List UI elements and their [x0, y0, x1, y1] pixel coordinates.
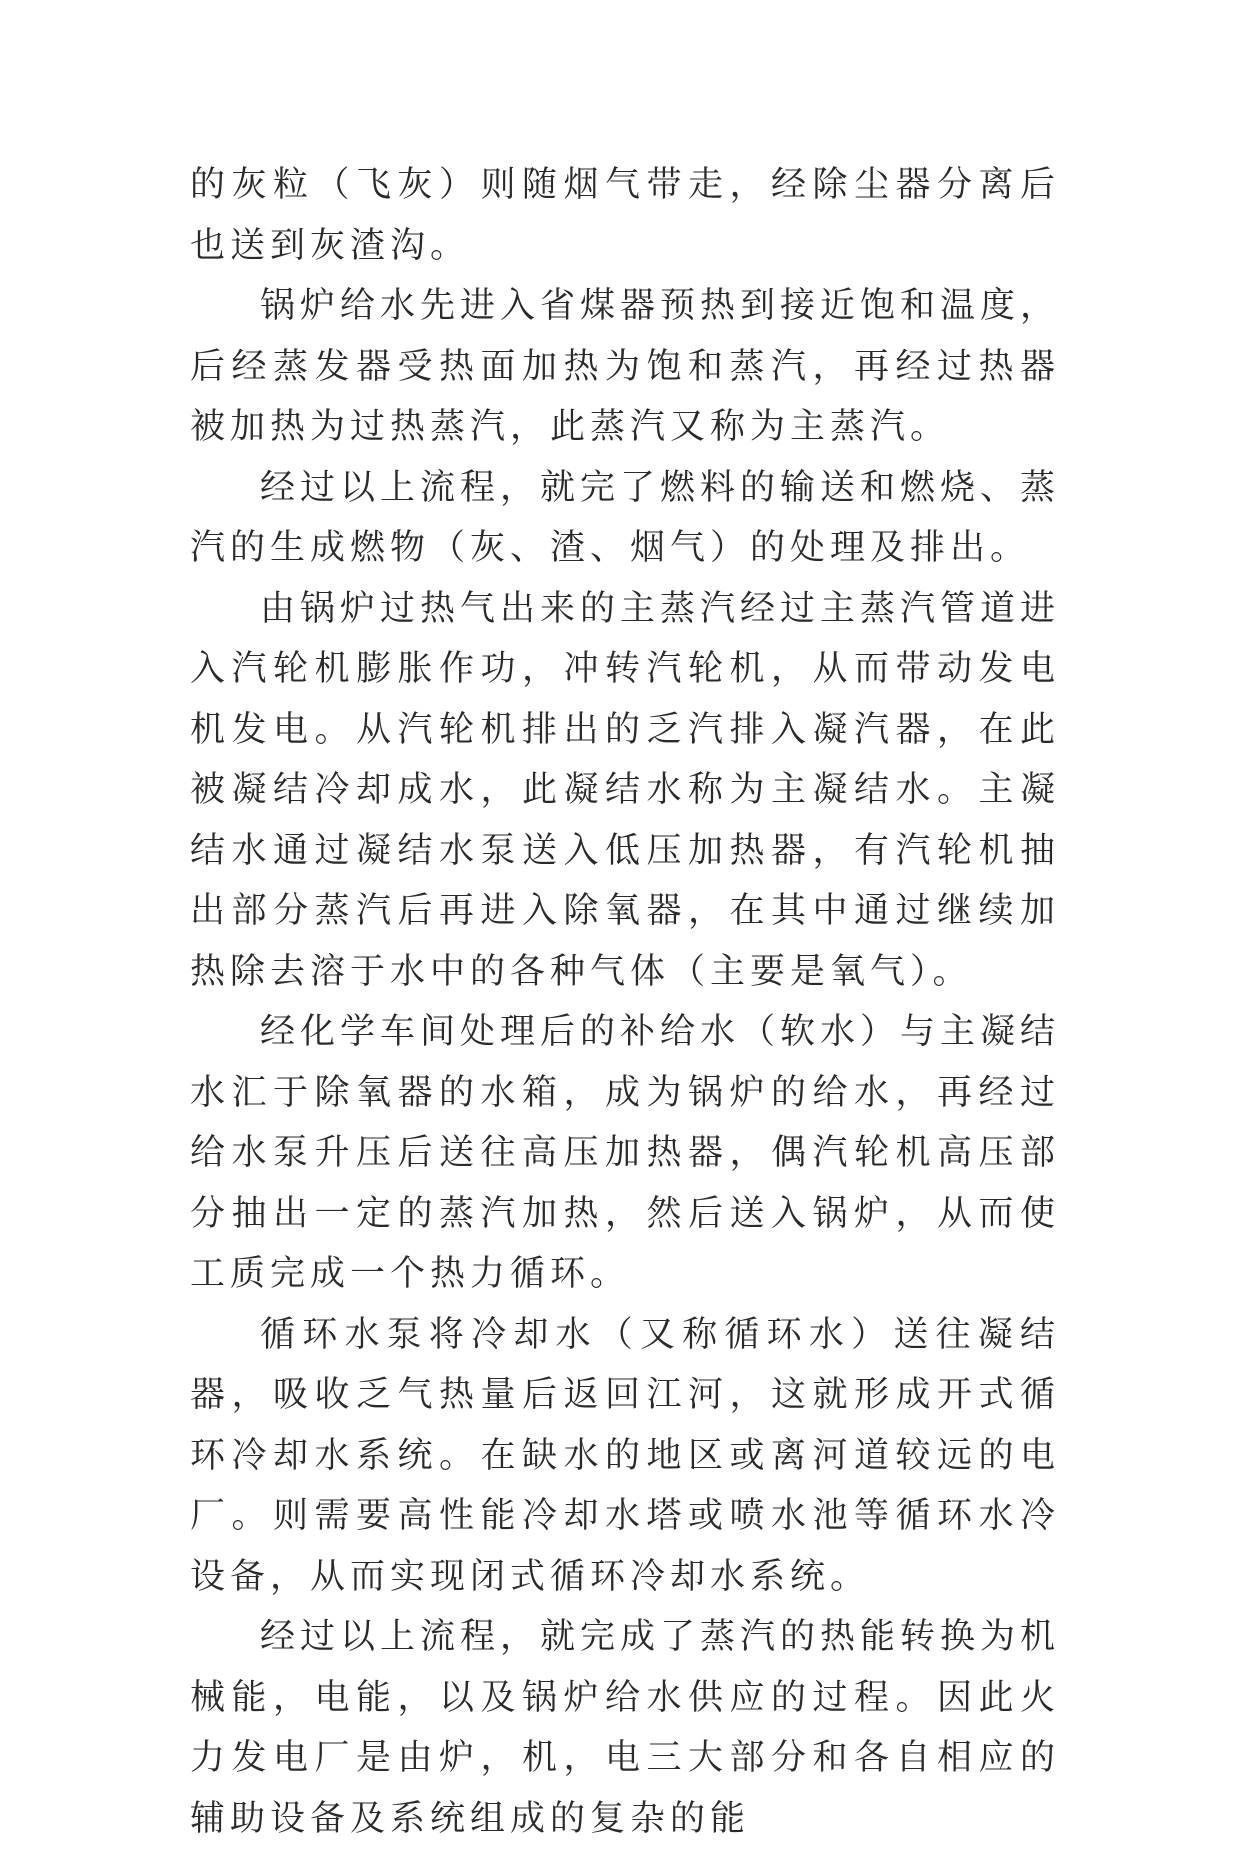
paragraph: 的灰粒（飞灰）则随烟气带走，经除尘器分离后也送到灰渣沟。 [190, 165, 1060, 266]
document-body [190, 155, 1060, 1849]
paragraph: 锅炉给水先进入省煤器预热到接近饱和温度，后经蒸发器受热面加热为饱和蒸汽，再经过热器被加热为过热蒸汽，此蒸汽又称为主蒸汽。 [190, 286, 1061, 447]
paragraph: 经过以上流程，就完了燃料的输送和燃烧、蒸汽的生成燃物（灰、渣、烟气）的处理及排出。 [190, 467, 1061, 568]
paragraph: 循环水泵将冷却水（又称循环水）送往凝结器，吸收乏气热量后返回江河，这就形成开式循环冷却水系统。在缺水的地区或离河道较远的电厂。则需要高性能冷却水塔或喷水池等循环水冷设备，从而实现闭式循环冷却水系统。 [190, 1314, 1060, 1597]
paragraph: 经过以上流程，就完成了蒸汽的热能转换为机械能，电能，以及锅炉给水供应的过程。因此火力发电厂是由炉，机，电三大部分和各自相应的辅助设备及系统组成的复杂的能 [190, 1617, 1061, 1839]
paragraph: 经化学车间处理后的补给水（软水）与主凝结水汇于除氧器的水箱，成为锅炉的给水，再经过给水泵升压后送往高压加热器，偶汽轮机高压部分抽出一定的蒸汽加热，然后送入锅炉，从而使工质完成一个热力循环。 [190, 1012, 1061, 1294]
paragraph: 由锅炉过热气出来的主蒸汽经过主蒸汽管道进入汽轮机膨胀作功，冲转汽轮机，从而带动发电机发电。从汽轮机排出的乏汽排入凝汽器，在此被凝结冷却成水，此凝结水称为主凝结水。主凝结水通过凝结水泵送入低压加热器，有汽轮机抽出部分蒸汽后再进入除氧器，在其中通过继续加热除去溶于水中的各种气体（主要是氧气）。 [190, 588, 1061, 992]
